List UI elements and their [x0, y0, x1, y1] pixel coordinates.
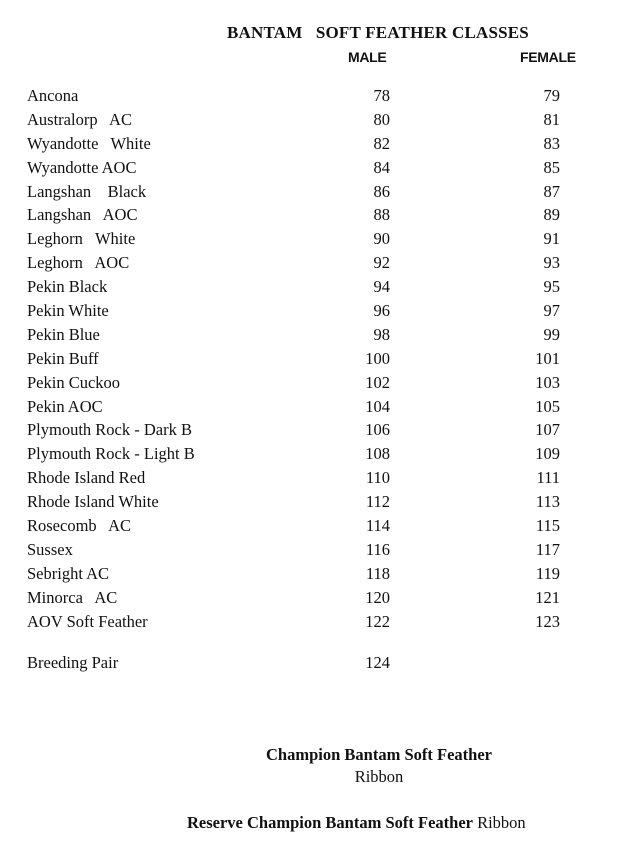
breeding-pair-class-number: 124 [365, 653, 390, 672]
table-row [0, 514, 636, 538]
male-class-number: 90 [373, 229, 390, 249]
breed-name: Australorp AC [27, 109, 132, 129]
male-class-number: 110 [365, 468, 390, 488]
female-class-number: 105 [535, 396, 560, 416]
table-row [0, 442, 636, 466]
champion-ribbon: Ribbon [354, 767, 404, 786]
table-row [0, 132, 636, 156]
male-class-number: 88 [373, 205, 390, 225]
table-row [0, 108, 636, 132]
male-class-number: 98 [373, 324, 390, 344]
table-row [0, 395, 636, 419]
female-class-number: 95 [543, 277, 560, 297]
female-class-number: 117 [535, 539, 560, 559]
breed-name: Sebright AC [27, 563, 110, 583]
female-class-number: 115 [535, 516, 560, 536]
page-title: BANTAM SOFT FEATHER CLASSES [227, 23, 529, 42]
male-class-number: 78 [373, 86, 390, 105]
female-class-number: 97 [543, 301, 560, 321]
table-row [0, 203, 636, 227]
male-class-number: 112 [365, 492, 390, 512]
breed-name: Ancona [27, 86, 79, 105]
female-class-number: 79 [543, 86, 560, 105]
reserve-champion-ribbon: Ribbon [477, 813, 526, 832]
female-class-number: 121 [535, 587, 560, 607]
male-class-number: 120 [365, 587, 390, 607]
male-column-header: MALE [348, 49, 387, 65]
male-class-number: 114 [365, 516, 390, 536]
table-row [0, 418, 636, 442]
male-class-number: 80 [373, 109, 390, 129]
breed-name: Pekin Cuckoo [27, 372, 121, 392]
breed-name: Rhode Island Red [27, 468, 146, 488]
female-class-number: 101 [535, 348, 560, 368]
table-row [0, 466, 636, 490]
table-row [0, 251, 636, 275]
breed-name: Wyandotte AOC [27, 157, 137, 177]
breed-name: Wyandotte White [27, 133, 151, 153]
female-class-number: 91 [543, 229, 560, 249]
female-class-number: 113 [535, 492, 560, 512]
female-class-number: 123 [535, 611, 560, 631]
table-row [0, 371, 636, 395]
breed-name: Leghorn AOC [27, 253, 130, 273]
female-class-number: 99 [543, 324, 560, 344]
table-row [0, 180, 636, 204]
table-row [0, 323, 636, 347]
male-class-number: 96 [373, 301, 390, 321]
female-class-number: 93 [543, 253, 560, 273]
table-row [0, 227, 636, 251]
female-class-number: 103 [535, 372, 560, 392]
table-row [0, 538, 636, 562]
breed-name: Minorca AC [27, 587, 118, 607]
table-row [0, 562, 636, 586]
male-class-number: 102 [365, 372, 390, 392]
female-class-number: 83 [543, 133, 560, 153]
breed-name: Pekin AOC [27, 396, 103, 416]
breeding-pair-label: Breeding Pair [27, 653, 119, 672]
table-row [0, 586, 636, 610]
male-class-number: 94 [373, 277, 390, 297]
breed-name: Rhode Island White [27, 492, 159, 512]
female-class-number: 81 [543, 109, 560, 129]
breed-name: AOV Soft Feather [27, 611, 148, 631]
male-class-number: 116 [365, 539, 390, 559]
male-class-number: 86 [373, 181, 390, 201]
table-row [0, 610, 636, 634]
breed-name: Plymouth Rock - Light B [27, 444, 195, 464]
female-class-number: 89 [543, 205, 560, 225]
female-class-number: 111 [536, 468, 560, 488]
breed-name: Sussex [27, 539, 73, 559]
table-row [0, 156, 636, 180]
male-class-number: 122 [365, 611, 390, 631]
male-class-number: 92 [373, 253, 390, 273]
female-class-number: 85 [543, 157, 560, 177]
breed-name: Pekin Buff [27, 348, 99, 368]
female-class-number: 107 [535, 420, 560, 440]
female-class-number: 109 [535, 444, 560, 464]
table-row [0, 299, 636, 323]
breed-name: Leghorn White [27, 229, 136, 249]
male-class-number: 104 [365, 396, 390, 416]
female-column-header: FEMALE [520, 49, 576, 65]
breed-name: Langshan AOC [27, 205, 138, 225]
breed-name: Pekin Black [27, 277, 108, 297]
breed-name: Plymouth Rock - Dark B [27, 420, 192, 440]
breeding-pair-row [0, 651, 636, 675]
male-class-number: 100 [365, 348, 390, 368]
male-class-number: 82 [373, 133, 390, 153]
female-class-number: 87 [543, 181, 560, 201]
table-row [0, 347, 636, 371]
male-class-number: 106 [365, 420, 390, 440]
breed-name: Langshan Black [27, 181, 147, 201]
breed-name: Pekin White [27, 301, 109, 321]
female-class-number: 119 [535, 563, 560, 583]
male-class-number: 84 [373, 157, 390, 177]
table-row [0, 84, 636, 108]
reserve-champion-title: Reserve Champion Bantam Soft Feather [187, 813, 473, 832]
champion-title: Champion Bantam Soft Feather [266, 745, 492, 764]
breed-name: Rosecomb AC [27, 516, 132, 536]
table-row [0, 275, 636, 299]
reserve-champion-line [187, 812, 526, 834]
class-table [0, 84, 636, 633]
breed-name: Pekin Blue [27, 324, 100, 344]
male-class-number: 108 [365, 444, 390, 464]
table-row [0, 490, 636, 514]
male-class-number: 118 [365, 563, 390, 583]
